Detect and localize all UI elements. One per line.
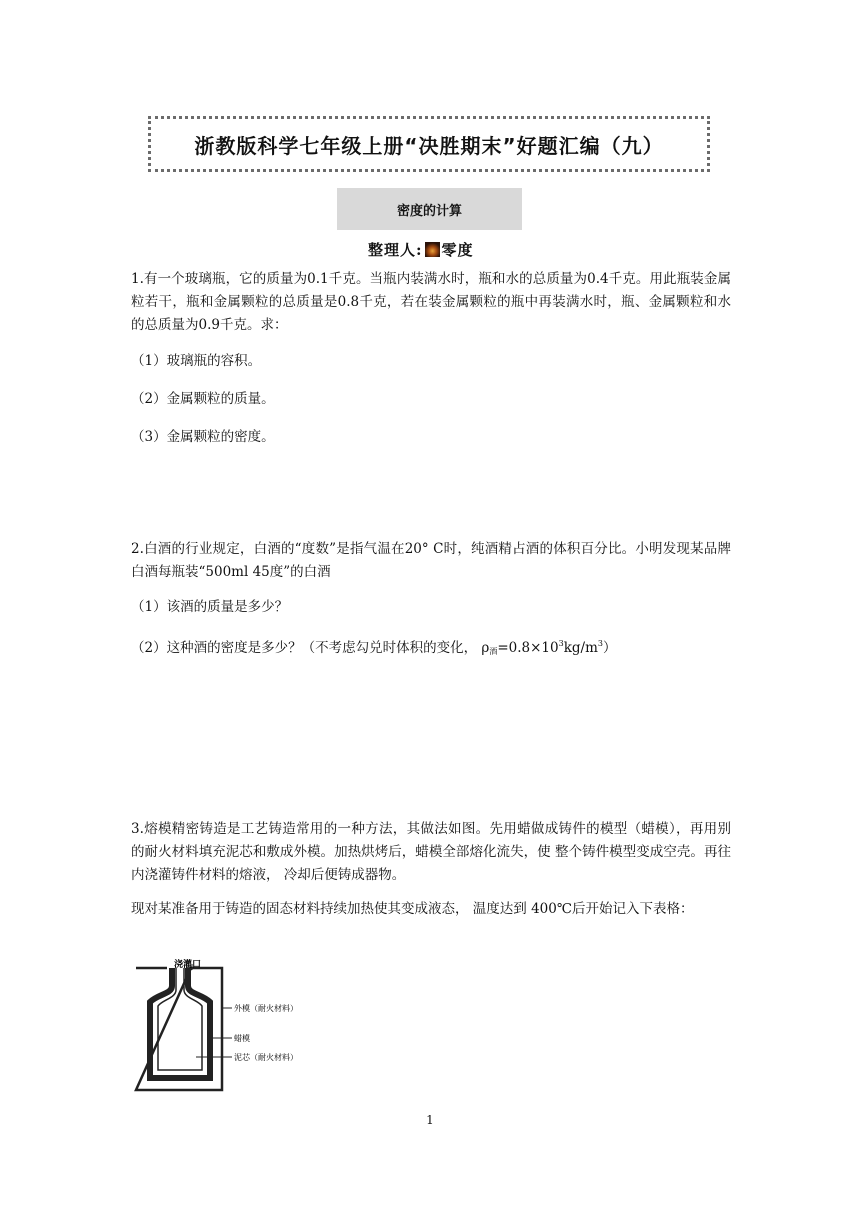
question-2-part-2 bbox=[131, 632, 731, 663]
density-unit: kg/m bbox=[563, 640, 598, 656]
topic-box bbox=[337, 188, 522, 230]
label-wax-model: 蜡模 bbox=[234, 1034, 250, 1043]
question-1-part-1: （1）玻璃瓶的容积。 bbox=[131, 353, 262, 369]
question-1-part-2: （2）金属颗粒的质量。 bbox=[131, 391, 275, 407]
label-pour-opening: 浇灌口 bbox=[174, 960, 202, 970]
organizer-line bbox=[368, 238, 498, 260]
exponent: 3 bbox=[558, 639, 564, 648]
unit-exponent: 3 bbox=[597, 639, 603, 648]
question-1-part-3: （3）金属颗粒的密度。 bbox=[131, 429, 275, 445]
organizer-prefix: 整理人: bbox=[368, 240, 423, 259]
question-1-stem: 1.有一个玻璃瓶，它的质量为0.1千克。当瓶内装满水时，瓶和水的总质量为0.4千克。用此瓶装金属粒若干，瓶和金属颗粒的总质量是0.8千克，若在装金属颗粒的瓶中再装满水时，瓶、金属颗粒和水的总质量为0.9千克。求： bbox=[131, 271, 731, 333]
page-number: 1 bbox=[426, 1113, 434, 1127]
label-outer-mold: 外模（耐火材料） bbox=[234, 1004, 298, 1013]
wax-layer bbox=[150, 968, 210, 1078]
document-title-box bbox=[148, 116, 710, 172]
topic-label: 密度的计算 bbox=[396, 203, 462, 219]
casting-mold-diagram bbox=[132, 958, 312, 1092]
organizer-avatar bbox=[425, 242, 440, 257]
question-2-stem: 2.白酒的行业规定，白酒的“度数”是指气温在20° C时，纯酒精占酒的体积百分比。小明发现某品牌白酒每瓶装“500ml 45度”的白酒 bbox=[131, 541, 731, 580]
density-value: =0.8×10 bbox=[497, 640, 559, 656]
question-2-part-1: （1）该酒的质量是多少？ bbox=[131, 599, 289, 615]
core-outline bbox=[158, 968, 202, 1070]
document-title: 浙教版科学七年级上册“决胜期末”好题汇编（九） bbox=[194, 133, 664, 158]
question-3-stem: 3.熔模精密铸造是工艺铸造常用的一种方法，其做法如图。先用蜡做成铸件的模型（蜡模），再用别的耐火材料填充泥芯和敷成外模。加热烘烤后，蜡模全部熔化流失，使 整个铸件模型变成空壳。再往内浇灌铸件材料的熔液， 冷却后便铸成器物。 bbox=[131, 821, 731, 883]
organizer-name: 零度 bbox=[441, 240, 474, 259]
label-core: 泥芯（耐火材料） bbox=[234, 1053, 298, 1062]
question-2-part-2-end: ） bbox=[602, 640, 617, 656]
density-subscript: 酒 bbox=[489, 647, 498, 656]
question-2-part-2-text: （2）这种酒的密度是多少？（不考虑勾兑时体积的变化， ρ bbox=[131, 640, 490, 656]
question-3-followup: 现对某准备用于铸造的固态材料持续加热使其变成液态， 温度达到 400℃后开始记入下表格： bbox=[131, 901, 694, 917]
